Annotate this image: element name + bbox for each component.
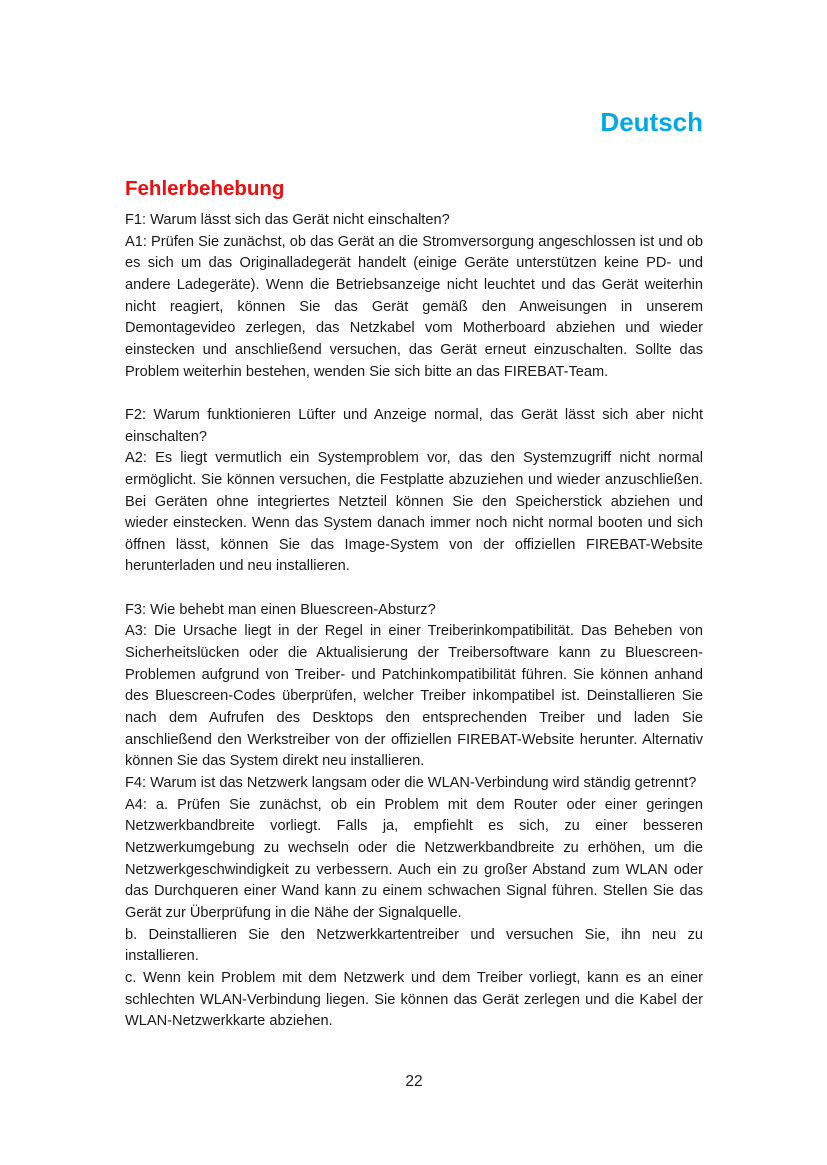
faq-answer-4a: A4: a. Prüfen Sie zunächst, ob ein Problem mit dem Router oder einer geringen Netzwerkbandbreite vorliegt. Falls ja, empfiehlt es sich, zu einer besseren Netzwerkumgebung zu wechseln oder die Netzwerkbandbreite zu erhöhen, um die Netzwerkgeschwindigkeit zu verbessern. Auch ein zu großer Abstand zum WLAN oder das Durchqueren einer Wand kann zu einem schwachen Signal führen. Stellen Sie das Gerät zur Überprüfung in die Nähe der Signalquelle. <box>125 796 703 921</box>
faq-answer-3: A3: Die Ursache liegt in der Regel in einer Treiberinkompatibilität. Das Beheben von Sicherheitslücken oder die Aktualisierung der Treibersoftware kann zu Bluescreen-Problemen aufgrund von Treiber- und Patchinkompatibilität führen. Sie können anhand des Bluescreen-Codes überprüfen, welcher Treiber inkompatibel ist. Deinstallieren Sie nach dem Aufrufen des Desktops den entsprechenden Treiber und laden Sie anschließend den Werkstreiber von der offiziellen FIREBAT-Website herunter. Alternativ können Sie das System direkt neu installieren. <box>125 623 703 770</box>
faq-question-2: F2: Warum funktionieren Lüfter und Anzeige normal, das Gerät lässt sich aber nicht einschalten? <box>125 406 703 445</box>
paragraph-gap <box>125 383 703 405</box>
faq-question-3: F3: Wie behebt man einen Bluescreen-Absturz? <box>125 601 436 618</box>
page-number: 22 <box>405 1073 423 1090</box>
section-title: Fehlerbehebung <box>125 177 285 200</box>
faq-answer-1: A1: Prüfen Sie zunächst, ob das Gerät an die Stromversorgung angeschlossen ist und ob es sich um das Originalladegerät handelt (einige Geräte unterstützen keine PD- und andere Ladegeräte). Wenn die Betriebsanzeige nicht leuchtet und das Gerät weiterhin nicht reagiert, können Sie das Gerät gemäß den Anweisungen in unserem Demontagevideo zerlegen, das Netzkabel vom Motherboard abziehen und wieder einstecken und anschließend versuchen, das Gerät erneut einzuschalten. Sollte das Problem weiterhin bestehen, wenden Sie sich bitte an das FIREBAT-Team. <box>125 233 703 380</box>
faq-answer-4c: c. Wenn kein Problem mit dem Netzwerk und dem Treiber vorliegt, kann es an einer schlechten WLAN-Verbindung liegen. Sie können das Gerät zerlegen und die Kabel der WLAN-Netzwerkkarte abziehen. <box>125 969 703 1030</box>
faq-question-1: F1: Warum lässt sich das Gerät nicht einschalten? <box>125 212 450 228</box>
faq-answer-2: A2: Es liegt vermutlich ein Systemproblem vor, das den Systemzugriff nicht normal ermöglicht. Sie können versuchen, die Festplatte abzuziehen und wieder anzuschließen. Bei Geräten ohne integriertes Netzteil können Sie den Speicherstick abziehen und wieder einstecken. Wenn das System danach immer noch nicht normal booten und sich öffnen lässt, können Sie das Image-System von der offiziellen FIREBAT-Website herunterladen und neu installieren. <box>125 450 703 575</box>
language-heading: Deutsch <box>600 107 703 137</box>
faq-body <box>125 210 703 1033</box>
faq-question-4: F4: Warum ist das Netzwerk langsam oder die WLAN-Verbindung wird ständig getrennt? <box>125 775 697 792</box>
paragraph-gap <box>125 578 703 600</box>
faq-answer-4b: b. Deinstallieren Sie den Netzwerkkartentreiber und versuchen Sie, ihn neu zu installieren. <box>125 926 703 965</box>
